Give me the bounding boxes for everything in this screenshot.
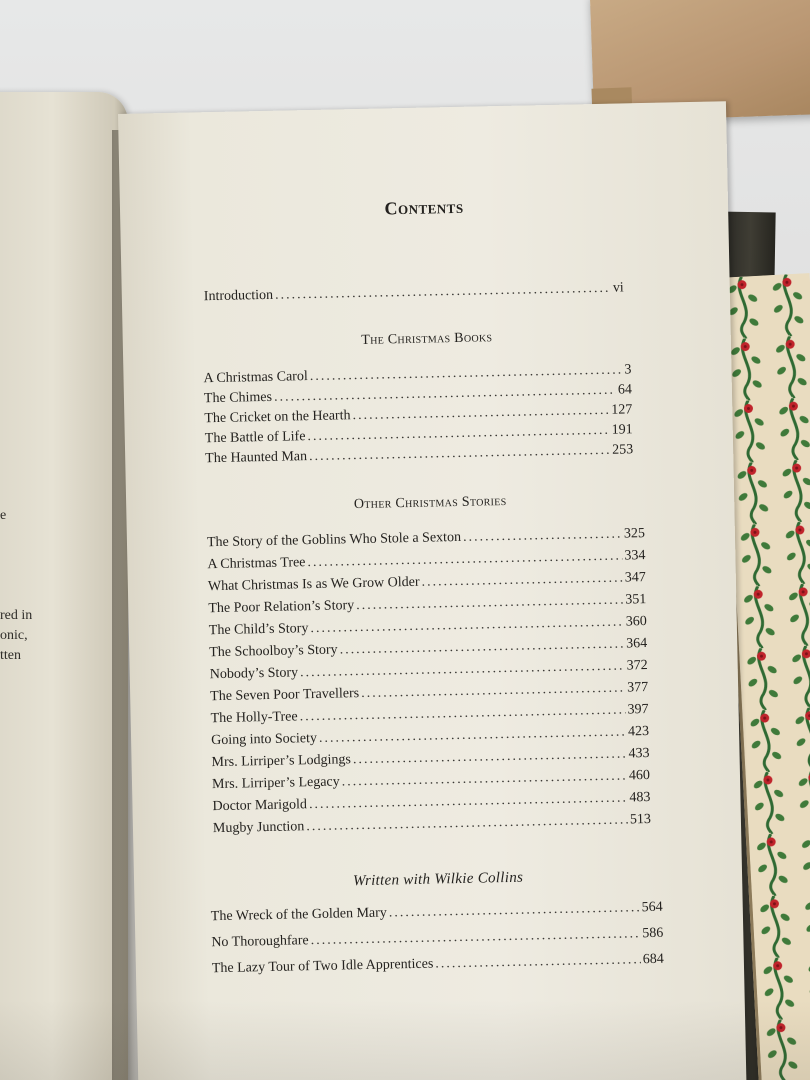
dot-leader: [339, 636, 624, 660]
left-page-text: onic,: [0, 628, 28, 643]
toc-entry-page: 347: [624, 570, 646, 586]
toc-entry-page: 684: [642, 951, 664, 968]
toc-entry-page: 586: [642, 925, 664, 942]
toc-entry-page: 377: [626, 680, 649, 696]
toc-entry-title: The Haunted Man: [205, 449, 308, 467]
toc-entry-page: 433: [628, 746, 650, 762]
toc-entry-title: Mugby Junction: [212, 819, 305, 837]
toc-entry-introduction: [204, 279, 624, 306]
toc-entry-page: 397: [627, 702, 649, 718]
dot-leader: [306, 811, 628, 836]
toc-entry-title: The Cricket on the Hearth: [204, 408, 351, 427]
toc-entry: [211, 925, 663, 952]
dot-leader: [435, 951, 641, 973]
toc-entry-page: 564: [641, 899, 663, 916]
dot-leader: [310, 614, 624, 639]
contents-page-body: [118, 101, 747, 1080]
toc-entry-title: The Poor Relation’s Story: [208, 598, 355, 617]
toc-entry-page: vi: [612, 280, 624, 296]
toc-entry-title: The Seven Poor Travellers: [210, 686, 360, 705]
toc-entry-page: 513: [629, 811, 652, 828]
dot-leader: [309, 789, 628, 814]
toc-entry-title: The Battle of Life: [204, 429, 306, 447]
toc-entry-page: 360: [625, 614, 647, 630]
toc-entry-title: The Lazy Tour of Two Idle Apprentices: [211, 956, 434, 977]
dot-leader: [275, 280, 611, 305]
toc-entry-page: 423: [627, 724, 650, 740]
dot-leader: [311, 925, 641, 950]
left-page-text: red in: [0, 608, 33, 623]
toc-entry-title: The Wreck of the Golden Mary: [210, 905, 388, 925]
toc-entry-title: A Christmas Tree: [207, 555, 306, 573]
toc-entry: [211, 899, 663, 926]
toc-entry-page: 3: [624, 362, 632, 378]
toc-entry-title: Going into Society: [210, 730, 318, 749]
dot-leader: [307, 548, 622, 573]
toc-entry-title: The Holly-Tree: [210, 709, 298, 727]
toc-entry-title: The Chimes: [203, 389, 273, 407]
dot-leader: [421, 570, 623, 592]
toc-entry: [213, 811, 651, 838]
page-title: Contents: [384, 196, 464, 219]
section-heading: The Christmas Books: [361, 330, 493, 348]
toc-entry-page: 460: [628, 768, 651, 784]
left-page: [0, 92, 128, 1080]
section-heading: Other Christmas Stories: [353, 493, 507, 513]
toc-entry-page: 483: [629, 790, 651, 806]
toc-entry-page: 364: [626, 636, 648, 652]
toc-entry-title: A Christmas Carol: [203, 369, 308, 387]
toc-entry-title: The Story of the Goblins Who Stole a Sexton: [206, 529, 462, 551]
toc-entry-title: Introduction: [203, 287, 274, 305]
toc-entry-page: 351: [625, 592, 647, 608]
contents-page: [118, 101, 747, 1080]
toc-entry-page: 127: [611, 402, 633, 418]
toc-entry-title: Mrs. Lirriper’s Lodgings: [211, 752, 352, 771]
dot-leader: [353, 745, 627, 769]
toc-entry-title: No Thoroughfare: [211, 933, 309, 951]
toc-entry: [212, 951, 664, 978]
toc-entry-page: 253: [611, 442, 634, 458]
dot-leader: [389, 899, 640, 922]
toc-entry-page: 334: [624, 548, 646, 564]
toc-entry-title: Doctor Marigold: [212, 797, 308, 815]
toc-entry-title: What Christmas Is as We Grow Older: [207, 574, 420, 595]
toc-entry-page: 372: [626, 658, 648, 674]
toc-entry-title: Mrs. Lirriper’s Legacy: [211, 774, 340, 793]
dot-leader: [463, 526, 622, 547]
left-page-text: e: [0, 508, 7, 523]
toc-entry-title: Nobody’s Story: [209, 665, 299, 683]
toc-entry-page: 325: [623, 526, 646, 542]
toc-entry-title: The Schoolboy’s Story: [209, 642, 338, 661]
dot-leader: [356, 592, 623, 616]
toc-entry-title: The Child’s Story: [208, 621, 309, 639]
dot-leader: [299, 702, 625, 727]
dot-leader: [361, 680, 625, 704]
dot-leader: [342, 767, 628, 791]
dot-leader: [319, 723, 627, 747]
dot-leader: [300, 658, 625, 683]
section-heading: Written with Wilkie Collins: [352, 869, 524, 890]
toc-entry-page: 191: [611, 422, 633, 438]
toc-entry-page: 64: [617, 382, 633, 398]
left-page-text: tten: [0, 648, 21, 663]
dot-leader: [309, 442, 610, 466]
